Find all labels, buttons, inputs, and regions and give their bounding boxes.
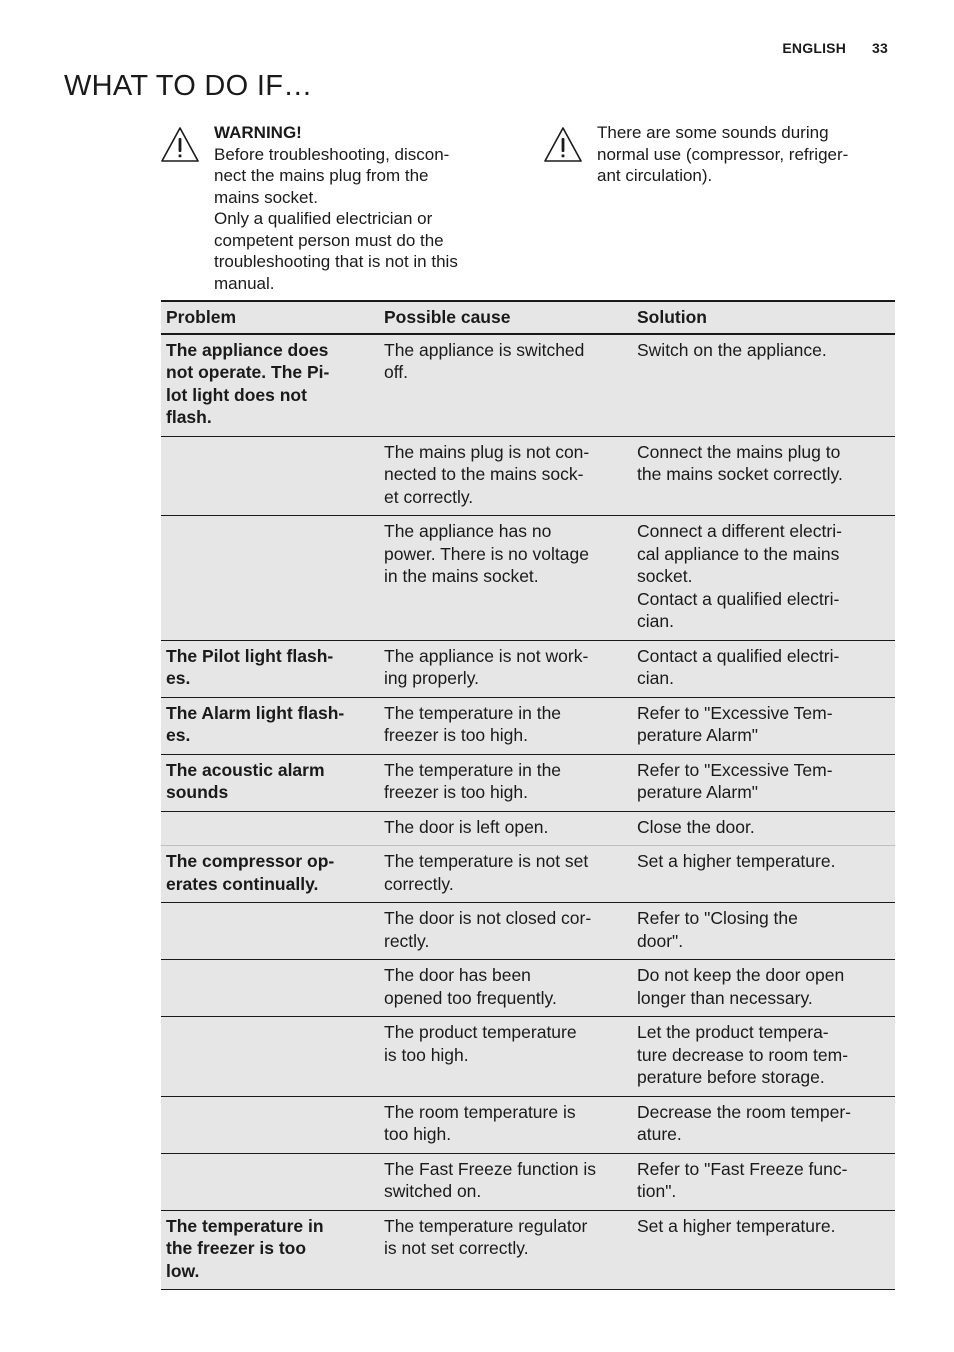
page-header <box>782 40 888 56</box>
cell-solution: Let the product tempera- ture decrease to room tem- perature before storage. <box>632 1017 895 1097</box>
cell-solution: Connect the mains plug to the mains socket correctly. <box>632 436 895 516</box>
cell-problem: The Alarm light flash- es. <box>161 697 379 754</box>
warning-notice <box>160 122 520 294</box>
cell-cause: The door is not closed cor- rectly. <box>379 903 632 960</box>
cell-problem: The acoustic alarm sounds <box>161 754 379 811</box>
warning-body: Before troubleshooting, discon- nect the mains plug from the mains socket. Only a qualified electrician or competent person must do the troubleshooting that is not in this manual. <box>214 144 458 293</box>
cell-cause: The temperature regulator is not set correctly. <box>379 1210 632 1290</box>
warning-triangle-icon <box>160 125 200 165</box>
cell-cause: The door has been opened too frequently. <box>379 960 632 1017</box>
sound-notice <box>543 122 903 187</box>
cell-problem: The Pilot light flash- es. <box>161 640 379 697</box>
cell-problem <box>161 436 379 516</box>
table-header-row <box>161 301 895 334</box>
table-row <box>161 1096 895 1153</box>
cell-problem <box>161 1153 379 1210</box>
cell-cause: The temperature in the freezer is too high. <box>379 697 632 754</box>
cell-cause: The appliance has no power. There is no voltage in the mains socket. <box>379 516 632 641</box>
cell-solution: Set a higher temperature. <box>632 1210 895 1290</box>
cell-cause: The appliance is not work- ing properly. <box>379 640 632 697</box>
table-row <box>161 436 895 516</box>
language-label: ENGLISH <box>782 40 847 56</box>
cell-problem <box>161 903 379 960</box>
cell-problem: The appliance does not operate. The Pi- lot light does not flash. <box>161 334 379 437</box>
table-row <box>161 1017 895 1097</box>
header-cause: Possible cause <box>379 301 632 334</box>
warning-triangle-icon <box>543 125 583 165</box>
cell-cause: The room temperature is too high. <box>379 1096 632 1153</box>
header-solution: Solution <box>632 301 895 334</box>
cell-solution: Contact a qualified electri- cian. <box>632 640 895 697</box>
table-row <box>161 903 895 960</box>
table-row <box>161 754 895 811</box>
cell-problem <box>161 516 379 641</box>
cell-solution: Refer to "Excessive Tem- perature Alarm" <box>632 754 895 811</box>
page-number: 33 <box>872 40 888 56</box>
table-row <box>161 960 895 1017</box>
header-problem: Problem <box>161 301 379 334</box>
table-row <box>161 640 895 697</box>
cell-problem <box>161 1096 379 1153</box>
cell-solution: Switch on the appliance. <box>632 334 895 437</box>
cell-problem <box>161 1017 379 1097</box>
table-row <box>161 334 895 437</box>
cell-cause: The product temperature is too high. <box>379 1017 632 1097</box>
warning-heading: WARNING! <box>214 123 302 142</box>
table-row <box>161 846 895 903</box>
table-row <box>161 811 895 846</box>
table-row <box>161 516 895 641</box>
sound-notice-body: There are some sounds during normal use (compressor, refriger- ant circulation). <box>597 123 849 185</box>
cell-cause: The temperature is not set correctly. <box>379 846 632 903</box>
table-row <box>161 697 895 754</box>
cell-problem <box>161 960 379 1017</box>
cell-solution: Close the door. <box>632 811 895 846</box>
troubleshooting-table <box>161 300 895 1290</box>
cell-cause: The mains plug is not con- nected to the mains sock- et correctly. <box>379 436 632 516</box>
page-title: WHAT TO DO IF… <box>64 70 313 102</box>
cell-solution: Set a higher temperature. <box>632 846 895 903</box>
cell-problem: The temperature in the freezer is too low. <box>161 1210 379 1290</box>
cell-solution: Refer to "Excessive Tem- perature Alarm" <box>632 697 895 754</box>
cell-solution: Refer to "Fast Freeze func- tion". <box>632 1153 895 1210</box>
cell-cause: The appliance is switched off. <box>379 334 632 437</box>
cell-solution: Connect a different electri- cal appliance to the mains socket. Contact a qualified electri- cian. <box>632 516 895 641</box>
cell-solution: Do not keep the door open longer than necessary. <box>632 960 895 1017</box>
cell-cause: The Fast Freeze function is switched on. <box>379 1153 632 1210</box>
cell-cause: The temperature in the freezer is too high. <box>379 754 632 811</box>
cell-solution: Decrease the room temper- ature. <box>632 1096 895 1153</box>
cell-cause: The door is left open. <box>379 811 632 846</box>
table-row <box>161 1153 895 1210</box>
cell-solution: Refer to "Closing the door". <box>632 903 895 960</box>
table-row <box>161 1210 895 1290</box>
cell-problem <box>161 811 379 846</box>
cell-problem: The compressor op- erates continually. <box>161 846 379 903</box>
